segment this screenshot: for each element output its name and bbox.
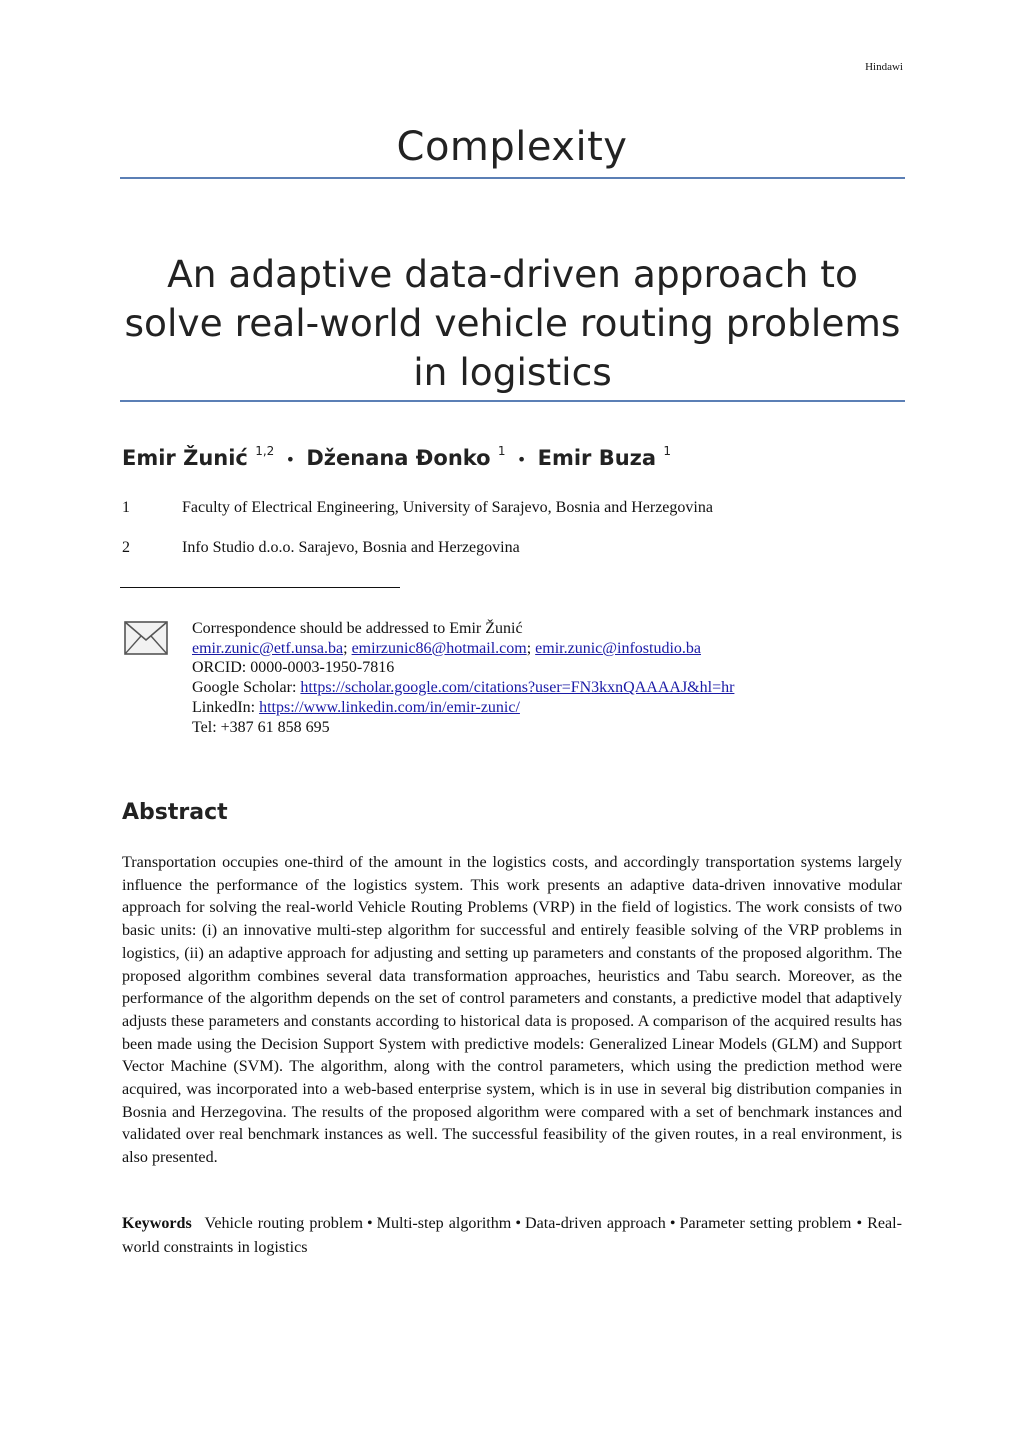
keyword-separator: •: [515, 1215, 521, 1232]
keyword: Parameter setting problem: [679, 1215, 852, 1232]
keyword: Data-driven approach: [524, 1215, 666, 1232]
email-list: [192, 639, 734, 659]
author-name: Emir Buza: [537, 446, 657, 470]
affiliation-item: [122, 539, 520, 557]
email-separator: ;: [526, 639, 536, 657]
author-affiliation-marker: 1: [497, 444, 506, 458]
google-scholar: [192, 678, 734, 698]
journal-divider: [120, 177, 905, 179]
keyword-separator: •: [367, 1215, 373, 1232]
envelope-icon: [124, 621, 168, 655]
author-separator: •: [285, 450, 296, 469]
email-link[interactable]: emirzunic86@hotmail.com: [351, 639, 527, 657]
author-list: [122, 446, 671, 470]
keyword: Multi-step algorithm: [376, 1215, 512, 1232]
affiliation-text: Info Studio d.o.o. Sarajevo, Bosnia and Herzegovina: [182, 539, 520, 556]
author-separator: •: [516, 450, 527, 469]
affiliation-number: 1: [122, 499, 130, 516]
author-affiliation-marker: 1,2: [255, 444, 275, 458]
linkedin-link[interactable]: https://www.linkedin.com/in/emir-zunic/: [259, 698, 520, 716]
keywords-section: [122, 1212, 902, 1260]
scholar-link[interactable]: https://scholar.google.com/citations?user=FN3kxnQAAAAJ&hl=hr: [300, 679, 735, 697]
affiliation-number: 2: [122, 539, 130, 556]
correspondence-block: [192, 619, 734, 737]
orcid: ORCID: 0000-0003-1950-7816: [192, 659, 395, 677]
title-divider: [120, 400, 905, 402]
abstract-heading: Abstract: [122, 800, 228, 825]
author-affiliation-marker: 1: [663, 444, 672, 458]
footnote-divider: [120, 587, 400, 588]
email-link[interactable]: emir.zunic@infostudio.ba: [535, 639, 701, 657]
linkedin-label: LinkedIn:: [192, 698, 260, 716]
affiliation-text: Faculty of Electrical Engineering, University of Sarajevo, Bosnia and Herzegovina: [182, 499, 713, 516]
author-name: Emir Žunić: [122, 446, 248, 470]
journal-title: Complexity: [396, 124, 628, 170]
keywords-label: Keywords: [122, 1215, 192, 1232]
scholar-label: Google Scholar:: [192, 679, 301, 697]
email-separator: ;: [343, 639, 352, 657]
linkedin: [192, 698, 734, 718]
keyword-separator: •: [669, 1215, 676, 1232]
correspondence-line: Correspondence should be addressed to Emir Žunić: [192, 620, 523, 637]
author-name: Dženana Đonko: [306, 446, 491, 470]
paper-title: An adaptive data-driven approach to solve real-world vehicle routing problems in logistics: [124, 252, 901, 394]
keyword: Real-world constraints in logistics: [122, 1215, 903, 1256]
keyword: Vehicle routing problem: [204, 1215, 363, 1232]
telephone: Tel: +387 61 858 695: [192, 718, 330, 736]
affiliation-item: [122, 499, 713, 517]
publisher-name: Hindawi: [865, 61, 903, 73]
email-link[interactable]: emir.zunic@etf.unsa.ba: [192, 639, 344, 657]
abstract-text: Transportation occupies one-third of the amount in the logistics costs, and accordingly transportation systems largely influence the performance of the logistics system. This work presents an adaptive data-driven innovative modular approach for solving the real-world Vehicle Routing Problems (VRP) in the field of logistics. The work consists of two basic units: (i) an innovative multi-step algorithm for successful and entirely feasible solving of the VRP problems in logistics, (ii) an adaptive approach for adjusting and setting up parameters and constants of the proposed algorithm. The proposed algorithm combines several data transformation approaches, heuristics and Tabu search. Moreover, as the performance of the algorithm depends on the set of control parameters and constants, a predictive model that adaptively adjusts these parameters and constants according to historical data is proposed. A comparison of the acquired results has been made using the Decision Support System with predictive models: Generalized Linear Models (GLM) and Support Vector Machine (SVM). The algorithm, along with the control parameters, which using the prediction method were acquired, was incorporated into a web-based enterprise system, which is in use in several big distribution companies in Bosnia and Herzegovina. The results of the proposed algorithm were compared with a set of benchmark instances and validated over real benchmark instances as well. The successful feasibility of the given routes, in a real environment, is also presented.: [122, 854, 902, 1167]
keyword-separator: •: [856, 1215, 863, 1232]
